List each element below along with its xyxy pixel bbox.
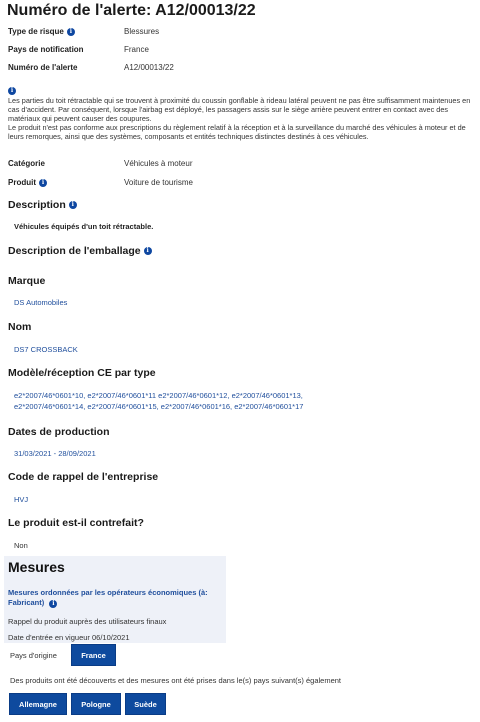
name-heading: Nom	[8, 321, 32, 333]
name-value: DS7 CROSSBACK	[14, 345, 78, 354]
type-approval-line-1: e2*2007/46*0601*10, e2*2007/46*0601*11 e2*2007/46*0601*12, e2*2007/46*0601*13,	[14, 391, 303, 400]
info-icon[interactable]: i	[39, 179, 47, 187]
risk-type-label: Type de risque	[8, 27, 64, 36]
type-approval-heading: Modèle/réception CE par type	[8, 367, 156, 379]
risk-type-row	[8, 27, 159, 36]
info-icon[interactable]: i	[49, 600, 57, 608]
info-icon[interactable]: i	[8, 87, 16, 95]
risk-description	[8, 85, 474, 141]
country-button-allemagne[interactable]: Allemagne	[9, 693, 67, 715]
origin-label: Pays d'origine	[10, 651, 57, 660]
measures-recall: Rappel du produit auprès des utilisateurs finaux	[8, 617, 167, 626]
risk-description-text-1: Les parties du toit rétractable qui se trouvent à proximité du coussin gonflable à rideau latéral peuvent ne pas être suffisamment maintenues en cas d'accident. Par conséquent, lorsque l'airbag est déployé, les passagers assis sur le siège arrière peuvent entrer en contact avec des matériaux qui peuvent causer des coupures.	[8, 96, 471, 123]
product-label: Produit	[8, 178, 36, 187]
other-countries-text: Des produits ont été découverts et des mesures ont été prises dans le(s) pays suivant(s) également	[10, 676, 341, 685]
production-dates-heading: Dates de production	[8, 426, 110, 438]
packaging-heading: Description de l'emballage i	[8, 245, 152, 257]
risk-description-text-2: Le produit n'est pas conforme aux prescriptions du règlement relatif à la réception et à la surveillance du marché des véhicules à moteur et de leurs remorques, ainsi que des systèmes, composants et entités techniques distinctes destinés à ces véhicules.	[8, 123, 466, 141]
measures-heading: Mesures	[8, 559, 65, 575]
info-icon[interactable]: i	[144, 247, 152, 255]
country-button-pologne[interactable]: Pologne	[71, 693, 121, 715]
page-title: Numéro de l'alerte: A12/00013/22	[7, 2, 256, 19]
description-text: Véhicules équipés d'un toit rétractable.	[14, 222, 154, 231]
notification-country-row	[8, 45, 149, 54]
country-button-suede[interactable]: Suède	[125, 693, 166, 715]
recall-code-heading: Code de rappel de l'entreprise	[8, 471, 159, 483]
description-heading: Description i	[8, 199, 77, 211]
info-icon[interactable]: i	[67, 28, 75, 36]
notification-country-label: Pays de notification	[8, 45, 84, 54]
category-value: Véhicules à moteur	[124, 159, 193, 168]
measures-effective-date: Date d'entrée en vigueur 06/10/2021	[8, 633, 130, 642]
brand-heading: Marque	[8, 275, 46, 287]
counterfeit-value: Non	[14, 541, 28, 550]
production-dates-value: 31/03/2021 - 28/09/2021	[14, 449, 96, 458]
alert-number-label: Numéro de l'alerte	[8, 63, 78, 72]
product-row	[8, 178, 193, 187]
alert-number-row	[8, 63, 174, 72]
recall-code-value: HVJ	[14, 495, 29, 504]
brand-value: DS Automobiles	[14, 298, 68, 307]
category-row	[8, 159, 192, 168]
risk-type-value: Blessures	[124, 27, 160, 36]
measures-ordered-by: Mesures ordonnées par les opérateurs économiques (à: Fabricant) i	[8, 588, 208, 607]
category-label: Catégorie	[8, 159, 45, 168]
product-value: Voiture de tourisme	[124, 178, 193, 187]
counterfeit-heading: Le produit est-il contrefait?	[8, 517, 144, 529]
origin-country-button[interactable]: France	[71, 644, 116, 666]
type-approval-line-2: e2*2007/46*0601*14, e2*2007/46*0601*15, e2*2007/46*0601*16, e2*2007/46*0601*17	[14, 402, 304, 411]
notification-country-value: France	[124, 45, 149, 54]
alert-number-value: A12/00013/22	[124, 63, 174, 72]
info-icon[interactable]: i	[69, 201, 77, 209]
